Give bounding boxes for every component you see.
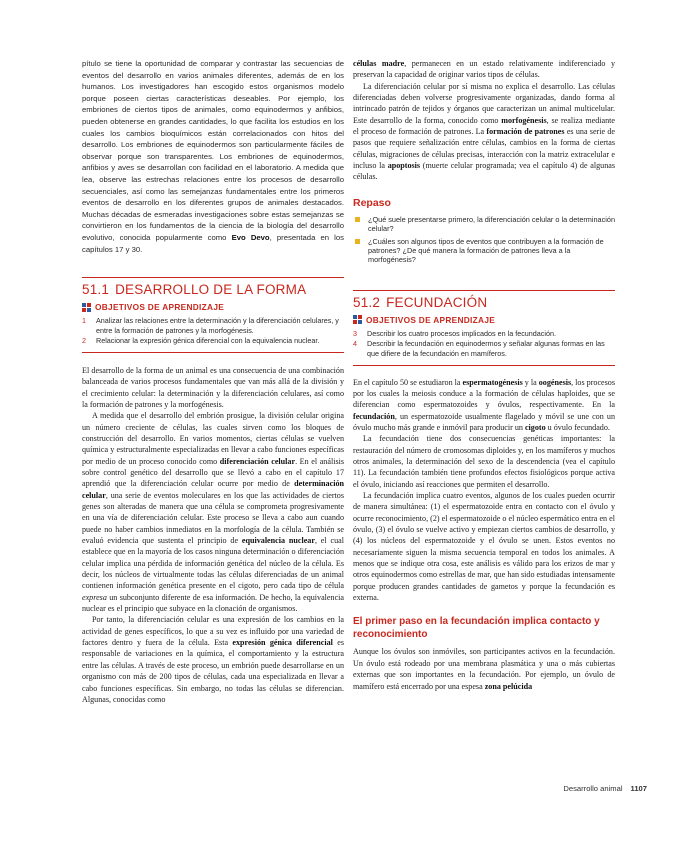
body-paragraph: [82, 614, 344, 705]
key-term: oogénesis: [538, 377, 572, 387]
review-item: [353, 237, 615, 265]
text-run: , los procesos por los cuales la meiosis conduce a la formación de células haploides, que se diferencian como espermatozoides y óvulos, respectivamente. En la: [353, 377, 615, 410]
text-run: , presentada en los capítulos 17 y 30.: [82, 232, 344, 254]
text-run: , una serie de eventos moleculares en los que las actividades de ciertos genes son alteradas de manera que una célula se comprometa progresivamente en una vía de diferenciación celular. Este proceso se lleva a cabo aun cuando puede no haber cambios inmediatos en la morfología de la célula. También se evaluó evidencia que sustenta el principio de: [82, 490, 344, 546]
objective-number: 2: [82, 336, 86, 346]
text-run: es responsable de variaciones en la química, el comportamiento y la estructura entre las células. A través de este proceso, un embrión puede desarrollarse en un organismo con más de 200 tipos de células, cada una especializada en llevar a cabo funciones específicas. Sin embargo, no todas las células se diferencian. Algunas, conocidas como: [82, 638, 344, 704]
section-title: FECUNDACIÓN: [386, 294, 488, 310]
text-run: Por tanto, la diferenciación celular es una expresión de los cambios en la actividad de genes específicos, lo que a su vez es influido por una variedad de factores dentro y fuera de la célula. Esta: [82, 615, 344, 648]
body-paragraph: [353, 433, 615, 490]
text-run: y la: [522, 377, 539, 387]
objective-text: Describir los cuatro procesos implicados en la fecundación.: [367, 328, 556, 338]
key-term: formación de patrones: [486, 127, 565, 137]
section-number: 51.2: [353, 294, 381, 310]
learning-objectives-box: [353, 315, 615, 366]
objectives-icon: [82, 303, 91, 312]
text-run: El desarrollo de la forma de un animal es una consecuencia de una combinación balanceada de varios procesos fundamentales que van más allá de la división y el crecimiento celular: la determinación y la diferenciación celulares, así como la formación de patrones y la morfogénesis.: [82, 365, 344, 409]
objective-item: [82, 316, 344, 335]
text-run: es una serie de pasos que requiere señalización entre células, cambios en la forma de ciertas células, migraciones de células precisas, interacción con la matriz extracelular e incluso la: [353, 127, 615, 171]
text-run: La fecundación implica cuatro eventos, algunos de los cuales pueden ocurrir de manera simultánea: (1) el espermatozoide entra en contacto con el óvulo y ocurre reconocimiento, (2) el espermatozoide o el núcleo espermático entra en el óvulo, (3) el óvulo se vuelve activo y empiezan ciertos cambios de desarrollo, y (4) los núcleos del espermatozoide y el óvulo se unen. Estos eventos no necesariamente siguen la misma secuencia temporal en todos los animales. A menos que se indique otra cosa, este análisis es válido para los erizos de mar y otros equinodermos como estrellas de mar, que han sido estudiadas intensamente porque producen grandes cantidades de gametos y porque la fecundación es externa.: [353, 491, 615, 603]
key-term: determinación celular: [82, 479, 344, 500]
objectives-list: [353, 329, 615, 359]
key-term: Evo Devo: [231, 232, 270, 242]
section-heading-51-2: [353, 290, 615, 310]
objectives-heading: [82, 302, 344, 312]
objective-number: 3: [353, 328, 357, 338]
text-run: En el capítulo 50 se estudiaron la: [353, 377, 463, 387]
objectives-heading: [353, 315, 615, 325]
objective-text: Analizar las relaciones entre la determinación y la diferenciación celulares, y entre la formación de patrones y la morfogénesis.: [96, 316, 339, 335]
text-run: . En el análisis sobre control genético del desarrollo que se llevó a cabo en el capítulo 17 aprendió que la diferenciación celular ocurre por medio de: [82, 456, 344, 489]
key-term: equivalencia nuclear: [241, 536, 315, 546]
text-run: Aunque los óvulos son inmóviles, son participantes activos en la fecundación. Un óvulo está rodeado por una membrana plasmática y una o más cubiertas externas que son importantes en la fecundación. Por ejemplo, un óvulo de mamífero está encerrado por una espesa: [353, 647, 615, 691]
objectives-icon: [353, 315, 362, 324]
key-term: zona pelúcida: [484, 681, 533, 691]
text-run: A medida que el desarrollo del embrión prosigue, la división celular origina un número creciente de células, las cuales sirven como los bloques de construcción del desarrollo. En varios momentos, ciertas células se vuelven química y estructuralmente especializadas en llevar a cabo funciones específicas por medio de un proceso conocido como: [82, 411, 344, 466]
running-title: Desarrollo animal: [563, 784, 623, 793]
text-run: La fecundación tiene dos consecuencias genéticas importantes: la restauración del número de cromosomas diploides y, en los mamíferos y muchos otros animales, la determinación del sexo de la descendencia (vea el capítulo 11). La fecundación también tiene profundos efectos fisiológicos porque activa el óvulo, iniciando así reacciones que permiten el desarrollo.: [353, 434, 615, 489]
square-bullet-icon: [355, 239, 360, 244]
review-heading: Repaso: [353, 196, 391, 209]
text-run: , un espermatozoide usualmente flagelado y móvil se une con un óvulo mucho más grande e inmóvil para producir un: [353, 411, 615, 432]
key-term: diferenciación celular: [219, 456, 296, 466]
text-run: La diferenciación celular por sí misma no explica el desarrollo. Las células diferenciadas deben volverse progresivamente organizadas, dando forma al intrincado patrón de tejidos y órganos que caracterizan un animal multicelular. Este desarrollo de la forma, conocido como: [353, 81, 615, 125]
body-paragraph: [353, 490, 615, 603]
objective-item: [82, 336, 344, 346]
body-paragraph: [353, 81, 615, 183]
key-term: morfogénesis: [501, 115, 547, 125]
section-title: DESARROLLO DE LA FORMA: [115, 282, 307, 298]
key-term: espermatogénesis: [462, 377, 523, 387]
objectives-title: OBJETIVOS DE APRENDIZAJE: [366, 314, 496, 325]
key-term: fecundación: [353, 411, 395, 421]
page-footer: [472, 784, 647, 793]
text-run: pítulo se tiene la oportunidad de comparar y contrastar las secuencias de eventos del desarrollo en varios animales diferentes, además de en los humanos. Los investigadores han escogido estos organismos modelo porque poseen ciertas características deseables. Por ejemplo, los embriones de ciertos tipos de animales, como equinodermos y anfibios, pueden obtenerse en grandes cantidades, lo que facilita los estudios en los cuales los cambios bioquímicos están correlacionados con hitos del desarrollo. Los embriones de equinodermos son particularmente fáciles de observar porque son transparentes. Los embriones de equinodermos, anfibios y aves se desarrollan con facilidad en el laboratorio. A medida que lea, observe las estrechas relaciones entre los procesos de desarrollo secuenciales, así como las semejanzas fundamentales entre los primeros eventos de desarrollo en los diferentes grupos de animales destacados. Muchas décadas de esmeradas investigaciones sobre estas semejanzas se convirtieron en los fundamentos de la ciencia de la biología del desarrollo evolutivo, conocida popularmente como: [82, 59, 344, 242]
square-bullet-icon: [355, 217, 360, 222]
text-run: , el cual establece que en la mayoría de los casos ninguna determinación o diferenciación celular implica una pérdida de información genética del núcleo de la célula. Es decir, los núcleos de virtualmente todas las células diferenciadas de un animal contienen información genética presente en el cigoto, pero cada tipo de célula: [82, 536, 344, 591]
objective-number: 1: [82, 316, 86, 326]
text-run: u óvulo fecundado.: [545, 422, 610, 432]
learning-objectives-box: [82, 302, 344, 353]
key-term: apoptosis: [387, 161, 421, 171]
objective-item: [353, 329, 615, 339]
review-box: [353, 197, 615, 265]
review-question: ¿Cuáles son algunos tipos de eventos que contribuyen a la formación de patrones? ¿De qué manera la formación de patrones lleva a la morfogénesis?: [368, 236, 604, 265]
body-paragraph: [353, 58, 615, 81]
emphasis: expresa: [82, 592, 107, 602]
body-paragraph: [82, 410, 344, 614]
left-column: [82, 58, 344, 705]
text-run: , permanecen en un estado relativamente indiferenciado y preservan la capacidad de originar varios tipos de células.: [353, 59, 615, 80]
objective-text: Describir la fecundación en equinodermos y señalar algunas formas en las que difiere de la fecundación en mamíferos.: [367, 339, 605, 358]
review-item: [353, 215, 615, 234]
section-heading-51-1: [82, 277, 344, 297]
page-number: 1107: [630, 784, 647, 793]
text-run: un subconjunto diferente de esa información. De hecho, la equivalencia nuclear es el principio que subyace en la clonación de organismos.: [82, 592, 344, 614]
intro-paragraph: [82, 58, 344, 255]
objective-item: [353, 339, 615, 358]
review-question: ¿Qué suele presentarse primero, la diferenciación celular o la determinación celular?: [368, 214, 616, 234]
body-paragraph: [353, 377, 615, 434]
text-run: , se realiza mediante el proceso de formación de patrones. La: [353, 115, 615, 137]
objective-text: Relacionar la expresión génica diferencial con la equivalencia nuclear.: [96, 336, 320, 346]
objective-number: 4: [353, 339, 357, 349]
key-term: células madre: [353, 59, 405, 68]
right-column: [353, 58, 615, 692]
body-paragraph: [353, 646, 615, 691]
section-number: 51.1: [82, 282, 110, 298]
subsection-heading: El primer paso en la fecundación implica contacto y reconocimiento: [353, 616, 600, 641]
objectives-list: [82, 316, 344, 346]
body-paragraph: [82, 365, 344, 410]
key-term: cigoto: [524, 422, 546, 432]
objectives-title: OBJETIVOS DE APRENDIZAJE: [95, 302, 225, 313]
text-run: (muerte celular programada; vea el capítulo 4) de algunas células.: [353, 161, 615, 182]
key-term: expresión génica diferencial: [232, 638, 333, 648]
review-list: [353, 215, 615, 265]
